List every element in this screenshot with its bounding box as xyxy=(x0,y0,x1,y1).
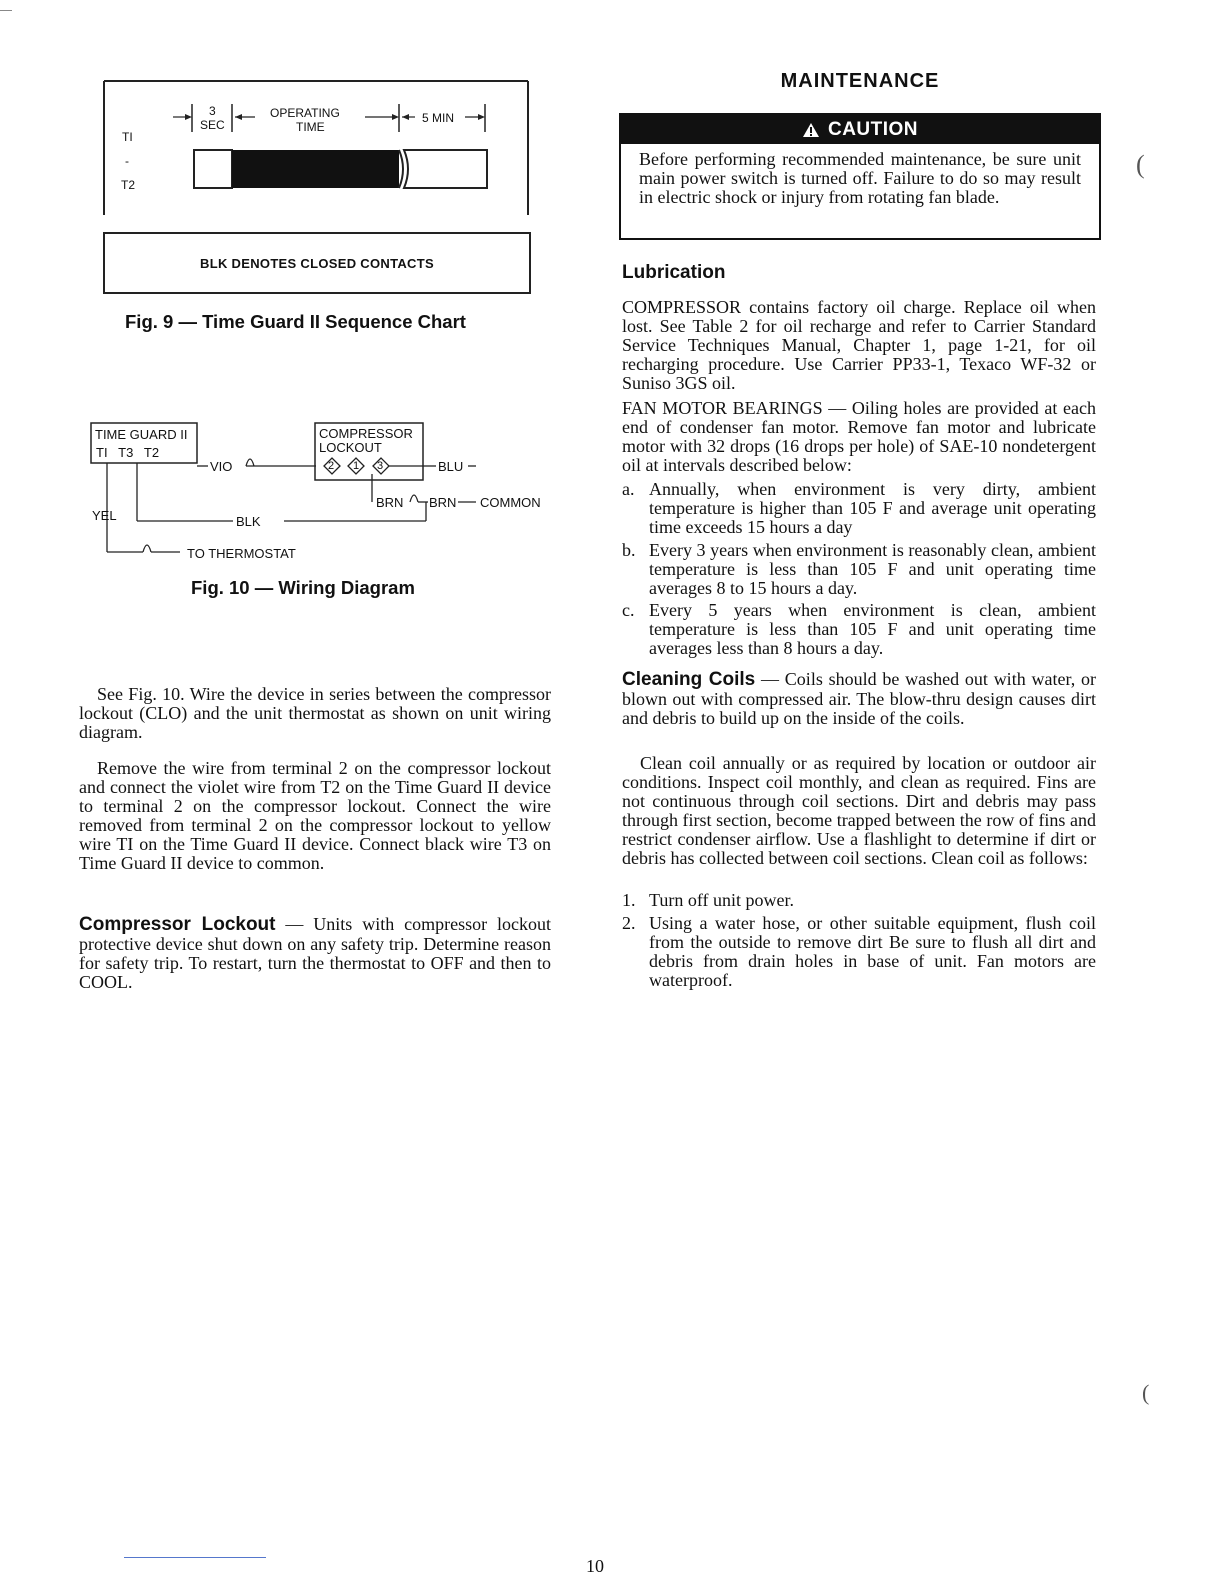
scan-speck: ( xyxy=(1142,1380,1150,1405)
fig9-caption: Fig. 9 — Time Guard II Sequence Chart xyxy=(125,311,466,332)
compressor-lockout-text: — Units with compressor lockout protective device shut down on any safety trip. Determine reason for safety trip. To restart, turn the thermostat to OFF and then to COOL. xyxy=(79,914,551,992)
fig10-terminal-3: 3 xyxy=(377,460,384,472)
fig9-time: TIME xyxy=(296,120,325,134)
caution-box xyxy=(619,113,1101,240)
fig10-wire-brn-2: BRN xyxy=(429,495,457,510)
fig9-label-t1: TI xyxy=(122,130,133,144)
lubrication-heading: Lubrication xyxy=(622,262,726,283)
fig9-legend-text: BLK DENOTES CLOSED CONTACTS xyxy=(200,255,434,271)
maintenance-title: MAINTENANCE xyxy=(780,70,940,92)
fig10-wire-brn-1: BRN xyxy=(376,495,404,510)
cleaning-paragraph-2: Clean coil annually or as required by location or outdoor air conditions. Inspect coil monthly, and clean as required. Fins are not continuous through coil sections. Dirt and debris may pass through first section, become trapped between the row of fins and restrict condenser airflow. Use a flashlight to determine if dirt or debris has collected between coil sections. Clean coil as follows: xyxy=(622,753,1096,868)
step-marker: 1. xyxy=(622,890,636,910)
fig9-legend-box xyxy=(103,232,531,294)
left-paragraph-1: See Fig. 10. Wire the device in series between the compressor lockout (CLO) and the unit thermostat as shown on unit wiring diagram. xyxy=(79,684,551,742)
fig10-terminal-1: 1 xyxy=(353,460,360,472)
fig9-label-dash: - xyxy=(125,154,129,168)
footer-rule xyxy=(124,1557,266,1558)
scan-speck: ( xyxy=(1136,150,1145,179)
fig10-wire-vio: VIO xyxy=(210,459,233,474)
interval-text: Annually, when environment is very dirty, ambient temperature is higher than 105 F and average unit operating time exceeds 15 hours a day xyxy=(649,479,1096,537)
cleaning-coils-text: — Coils should be washed out with water, or blown out with compressed air. The blow-thru design causes dirt and debris to build up on the inside of the coils. xyxy=(622,669,1096,728)
left-paragraph-2: Remove the wire from terminal 2 on the compressor lockout and connect the violet wire from T2 on the Time Guard II device to terminal 2 on the compressor lockout. Connect the wire removed from terminal 2 on the compressor lockout to yellow wire TI on the Time Guard II device. Connect black wire T3 on Time Guard II device to common. xyxy=(79,758,551,873)
corner-mark xyxy=(0,10,12,11)
fig9-label-t2: T2 xyxy=(121,178,136,192)
interval-item xyxy=(622,541,1096,598)
compressor-lockout-paragraph xyxy=(79,915,551,992)
caution-text: Before performing recommended maintenance, be sure unit main power switch is turned off. Failure to do so may result in electric shock or injury from rotating fan blade. xyxy=(639,149,1081,207)
fig10-terminal-2: 2 xyxy=(328,460,335,472)
step-item xyxy=(622,914,1096,990)
caution-title: CAUTION xyxy=(827,118,919,140)
fig10-caption: Fig. 10 — Wiring Diagram xyxy=(191,577,415,598)
caution-header xyxy=(621,115,1099,144)
fig9-operating: OPERATING xyxy=(270,106,340,120)
step-text: Using a water hose, or other suitable equipment, flush coil from the outside to remove dirt Be sure to flush all dirt and debris from drain holes in base of unit. Fan motors are waterproof. xyxy=(649,912,1096,990)
fig10-wire-blk: BLK xyxy=(236,514,261,529)
fig10-wiring-diagram xyxy=(88,420,558,570)
cleaning-steps-list xyxy=(622,891,1096,994)
compressor-lockout-heading: Compressor Lockout xyxy=(79,914,276,935)
step-item xyxy=(622,891,1096,910)
interval-item xyxy=(622,601,1096,658)
interval-text: Every 3 years when environment is reasonably clean, ambient temperature is less than 105 F and unit operating time averages 8 to 15 hours a day. xyxy=(649,539,1096,598)
fig10-lockout-title-1: COMPRESSOR xyxy=(319,426,413,441)
interval-text: Every 5 years when environment is clean, ambient temperature is less than 105 F and unit operating time averages less than 8 hours a day. xyxy=(649,600,1096,659)
page-number: 10 xyxy=(586,1556,604,1576)
fig10-timeguard-terminals: TI T3 T2 xyxy=(96,445,160,460)
cleaning-coils-heading: Cleaning Coils xyxy=(622,669,756,690)
fig10-timeguard-title: TIME GUARD II xyxy=(95,427,188,442)
interval-list xyxy=(622,480,1096,662)
fig9-sec-unit: SEC xyxy=(200,118,225,132)
step-marker: 2. xyxy=(622,912,636,933)
lubrication-paragraph-1: COMPRESSOR contains factory oil charge. Replace oil when lost. See Table 2 for oil recharge and refer to Carrier Standard Service Techniques Manual, Chapter 1, page 1-21, for oil recharging procedure. Use Carrier PP33-1, Texaco WF-32 or Suniso 3GS oil. xyxy=(622,297,1096,393)
fig10-wire-blu: BLU xyxy=(438,459,464,474)
step-text: Turn off unit power. xyxy=(649,890,795,910)
fig10-lockout-title-2: LOCKOUT xyxy=(319,440,382,455)
fig9-sequence-chart xyxy=(103,80,529,294)
fig10-wire-yel: YEL xyxy=(92,508,117,523)
interval-marker: c. xyxy=(622,600,635,621)
interval-item xyxy=(622,480,1096,537)
cleaning-coils-paragraph xyxy=(622,670,1096,728)
interval-marker: a. xyxy=(622,479,635,499)
interval-marker: b. xyxy=(622,539,636,560)
fig9-five-min: 5 MIN xyxy=(422,111,455,125)
fig9-sec-number: 3 xyxy=(209,104,216,118)
lubrication-paragraph-2: FAN MOTOR BEARINGS — Oiling holes are provided at each end of condenser fan motor. Remove fan motor and lubricate motor with 32 drops (16 drops per hole) of SAE-10 nondetergent oil at intervals described below: xyxy=(622,398,1096,475)
fig10-to-thermostat: TO THERMOSTAT xyxy=(187,546,296,561)
fig10-common: COMMON xyxy=(480,495,541,510)
warning-icon xyxy=(802,122,820,138)
